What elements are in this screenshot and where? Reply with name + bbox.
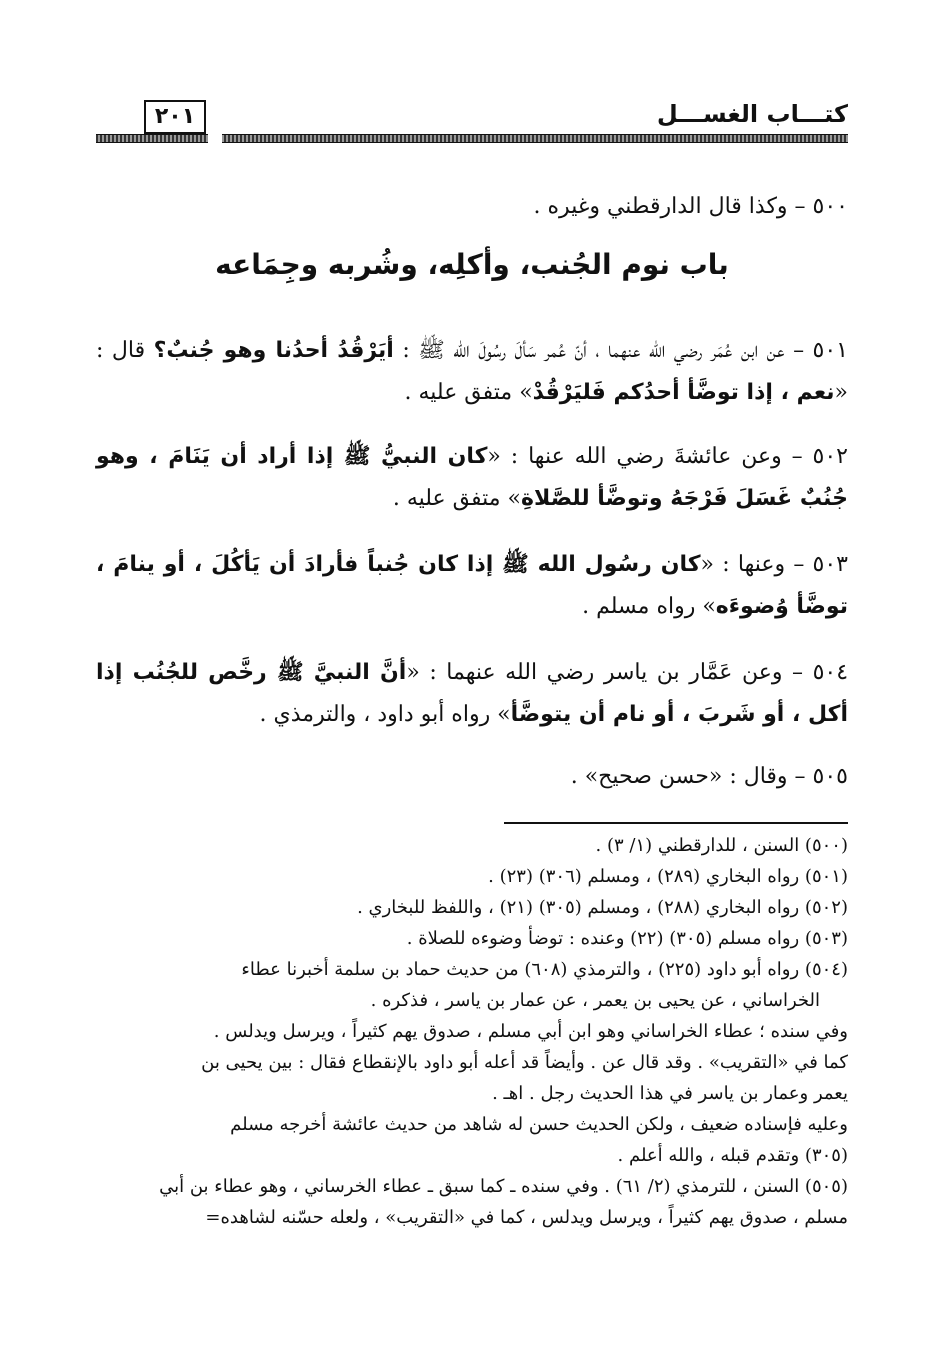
footnote-504-line: يعمر وعمار بن ياسر في هذا الحديث رجل . اهـ .	[492, 1083, 848, 1104]
entry-text: ٥٠٣ – وعنها : «	[700, 552, 848, 577]
page-number: ٢٠١	[144, 100, 206, 134]
footnote-503: (٥٠٣) رواه مسلم (٣٠٥) (٢٢) وعنده : توضأ وضوءه للصلاة .	[406, 928, 848, 949]
entry-text: قال : «	[96, 338, 848, 405]
footnote-504-line: وفي سنده ؛ عطاء الخراساني وهو ابن أبي مسلم ، صدوق يهم كثيراً ، ويرسل ويدلس .	[213, 1021, 848, 1042]
entry-502	[96, 436, 848, 520]
entry-504	[96, 652, 848, 736]
footnote-500: (٥٠٠) السنن ، للدارقطني (١/ ٣) .	[595, 835, 848, 856]
chapter-heading: باب نوم الجُنب، وأكلِه، وشُربه وجِمَاعه	[215, 248, 729, 281]
running-title: كتـــاب الغســـل	[656, 100, 848, 128]
footnote-504: (٥٠٤) رواه أبو داود (٢٢٥) ، والترمذي (٦٠٨) من حديث حماد بن سلمة أخبرنا عطاء	[241, 959, 848, 980]
entry-bold: كان النبيُّ ﷺ إذا أراد أن يَنَامَ ، وهو جُنُبٌ غَسَلَ فَرْجَهُ وتوضَّأ للصَّلاةِ	[96, 444, 848, 511]
footnote-501: (٥٠١) رواه البخاري (٢٨٩) ، ومسلم (٣٠٦) (٢٣) .	[488, 866, 848, 887]
entry-text: » متفق عليه .	[392, 486, 522, 511]
footnotes	[96, 830, 848, 1233]
footnote-separator	[504, 822, 848, 824]
entry-bold: أيَرْقُدُ أحدُنا وهو جُنبٌ؟	[153, 338, 394, 363]
footnote-505-line: مسلم ، صدوق يهم كثيراً ، ويرسل ويدلس ، كما في «التقريب» ، ولعله حسّنه لشاهده=	[205, 1207, 848, 1228]
entry-bold: أنَّ النبيَّ ﷺ رخَّص للجُنُب إذا أكل ، أو شَربَ ، أو نام أن يتوضَّأ	[96, 660, 848, 727]
entry-bold: كان رسُول الله ﷺ إذا كان جُنباً فأرادَ أن يَأكُلَ ، أو ينامَ ، توضَّأ وُضوءَه	[96, 552, 848, 619]
entry-501	[96, 330, 848, 414]
footnote-505: (٥٠٥) السنن ، للترمذي (٢/ ٦١) . وفي سنده ـ كما سبق ـ عطاء الخرساني ، وهو عطاء بن أبي	[159, 1176, 848, 1197]
entry-text: » رواه أبو داود ، والترمذي .	[259, 702, 511, 727]
entry-text: ٥٠٢ – وعن عائشةَ رضي الله عنها : «	[487, 444, 848, 469]
entry-text: » متفق عليه .	[404, 380, 533, 405]
footnote-504-line: وعليه فإسناده ضعيف ، ولكن الحديث حسن له شاهد من حديث عائشة أخرجه مسلم	[230, 1114, 848, 1135]
entry-text: ٥٠١ – عن ابن عُمَر رضي الله عنهما ، أنّ عُمر سَألَ رسُولَ الله ﷺ :	[393, 338, 848, 363]
footnote-504-line: كما في «التقريب» . وقد قال عن . وأيضاً قد أعله أبو داود بالإنقطاع فقال : بين يحيى بن	[201, 1052, 848, 1073]
footnote-504-line: الخراساني ، عن يحيى بن يعمر ، عن عمار بن ياسر ، فذكره .	[370, 990, 820, 1011]
entry-505: ٥٠٥ – وقال : «حسن صحيح» .	[570, 764, 848, 789]
footnote-502: (٥٠٢) رواه البخاري (٢٨٨) ، ومسلم (٣٠٥) (٢١) ، واللفظ للبخاري .	[357, 897, 848, 918]
footnote-504-line: (٣٠٥) وتقدم قبله ، والله أعلم .	[617, 1145, 848, 1166]
page-header	[96, 100, 848, 144]
entry-503	[96, 544, 848, 628]
entry-bold: نعم ، إذا توضَّأ أحدُكم فَليَرْقُدْ	[532, 380, 835, 405]
entry-500: ٥٠٠ – وكذا قال الدارقطني وغيره .	[533, 194, 848, 219]
entry-text: » رواه مسلم .	[582, 594, 716, 619]
entry-text: ٥٠٤ – وعن عَمَّار بن ياسر رضي الله عنهما : «	[406, 660, 849, 685]
